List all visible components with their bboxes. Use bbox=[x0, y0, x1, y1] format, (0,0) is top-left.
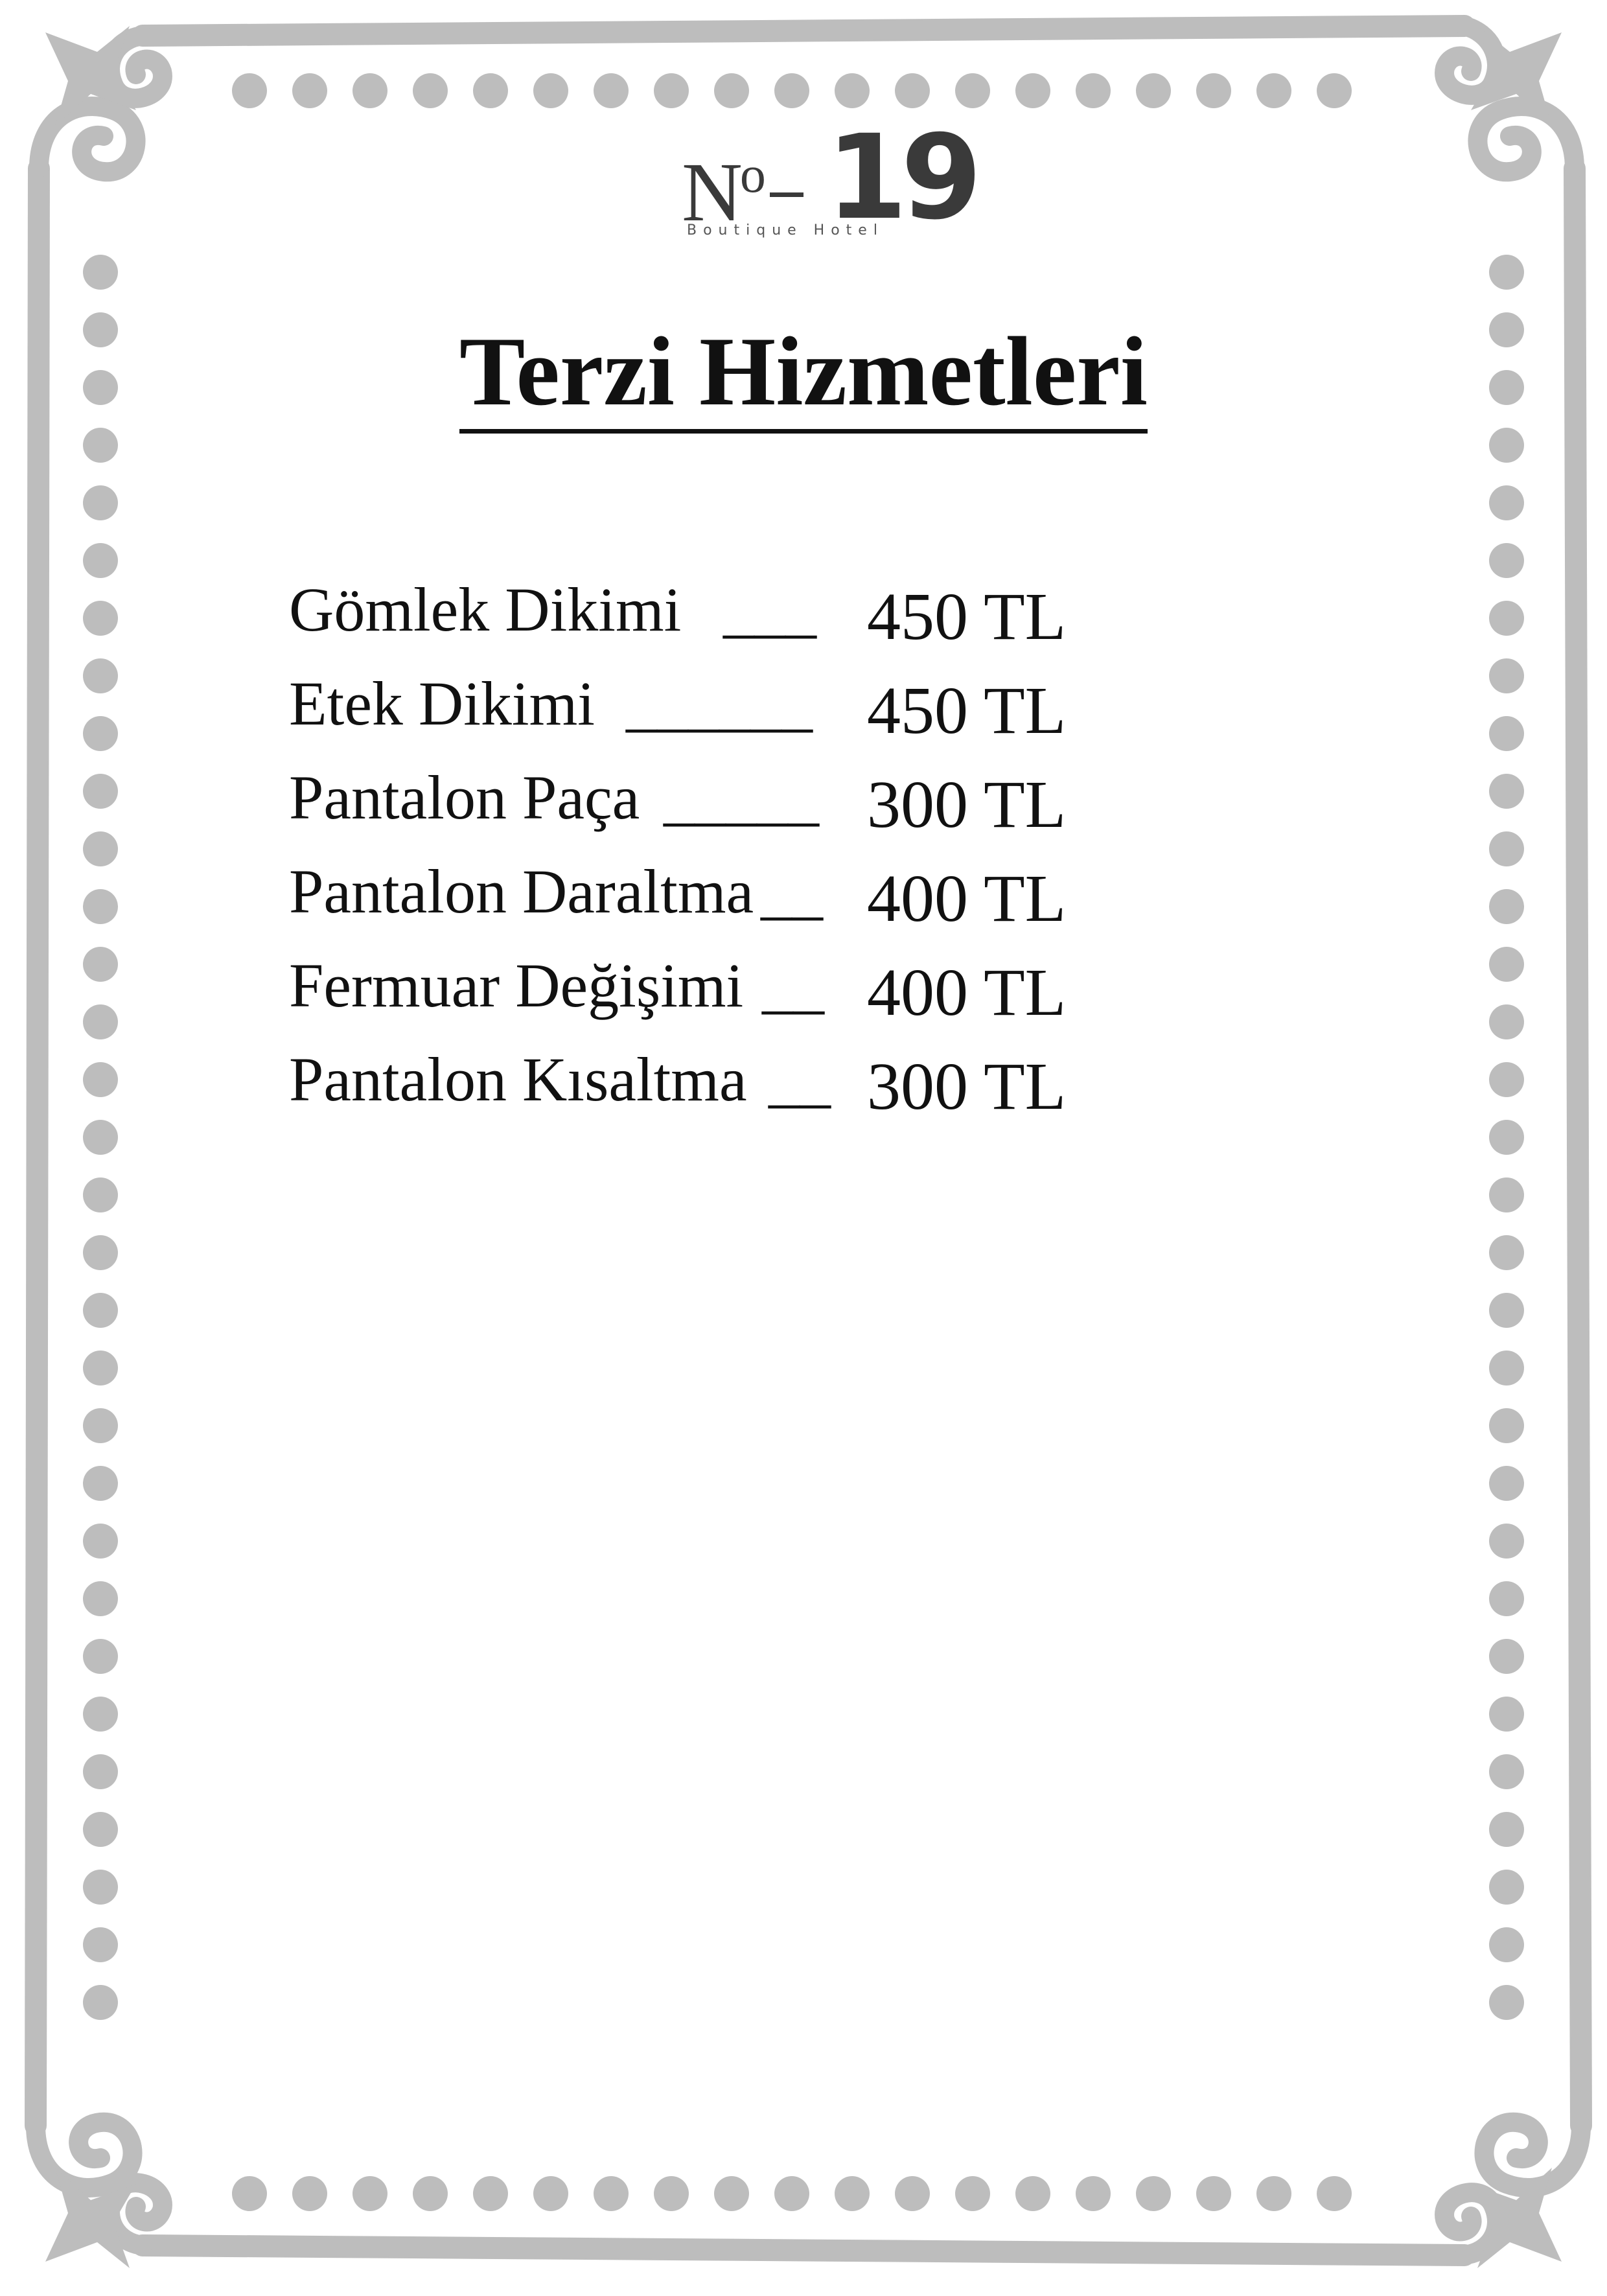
frame-dot-right bbox=[1489, 716, 1524, 751]
service-leader: ______ bbox=[626, 669, 813, 738]
frame-dot-left bbox=[83, 1408, 118, 1443]
service-row bbox=[289, 570, 1131, 664]
frame-dot-right bbox=[1489, 1408, 1524, 1443]
frame-dot-bottom bbox=[292, 2176, 327, 2211]
frame-dot-left bbox=[83, 543, 118, 578]
service-price-list bbox=[289, 570, 1131, 1134]
frame-dot-left bbox=[83, 485, 118, 520]
service-name: Fermuar Değişimi bbox=[289, 951, 744, 1020]
logo-numero-sign: $N^o$ bbox=[682, 146, 763, 239]
frame-dot-bottom bbox=[1317, 2176, 1352, 2211]
frame-dot-top bbox=[292, 73, 327, 108]
service-row bbox=[289, 946, 1131, 1040]
service-price: 400 TL bbox=[867, 955, 1067, 1030]
service-price: 450 TL bbox=[867, 673, 1067, 748]
page-title-text: Terzi Hizmetleri bbox=[459, 316, 1148, 434]
service-leader: _____ bbox=[664, 763, 819, 832]
frame-dot-bottom bbox=[1136, 2176, 1171, 2211]
service-name: Pantalon Paça bbox=[289, 763, 640, 832]
frame-dot-left bbox=[83, 1120, 118, 1155]
frame-dot-right bbox=[1489, 1639, 1524, 1674]
frame-dot-left bbox=[83, 1177, 118, 1212]
frame-dot-right bbox=[1489, 1351, 1524, 1386]
service-price: 300 TL bbox=[867, 767, 1067, 842]
frame-dot-top bbox=[1256, 73, 1291, 108]
frame-dot-left bbox=[83, 947, 118, 982]
frame-dot-right bbox=[1489, 831, 1524, 866]
frame-dot-right bbox=[1489, 658, 1524, 693]
frame-dot-top bbox=[895, 73, 930, 108]
frame-dot-bottom bbox=[1076, 2176, 1111, 2211]
frame-dot-right bbox=[1489, 1120, 1524, 1155]
frame-dot-top bbox=[353, 73, 387, 108]
frame-dot-top bbox=[413, 73, 448, 108]
frame-dot-left bbox=[83, 1004, 118, 1039]
frame-dot-top bbox=[1015, 73, 1050, 108]
service-price: 300 TL bbox=[867, 1049, 1067, 1124]
frame-dot-top bbox=[533, 73, 568, 108]
frame-dot-right bbox=[1489, 1754, 1524, 1789]
frame-dot-left bbox=[83, 255, 118, 290]
frame-dot-left bbox=[83, 1927, 118, 1962]
frame-dot-right bbox=[1489, 774, 1524, 809]
frame-dot-left bbox=[83, 1697, 118, 1732]
frame-dot-top bbox=[1317, 73, 1352, 108]
frame-dot-bottom bbox=[353, 2176, 387, 2211]
service-row bbox=[289, 758, 1131, 852]
frame-dot-top bbox=[232, 73, 267, 108]
frame-dot-left bbox=[83, 1235, 118, 1270]
logo-number: 19 bbox=[826, 110, 976, 246]
frame-dot-top bbox=[473, 73, 508, 108]
frame-dot-top bbox=[774, 73, 809, 108]
frame-border-left bbox=[36, 168, 39, 2126]
logo-subtitle: Boutique Hotel bbox=[687, 222, 884, 238]
frame-dot-right bbox=[1489, 1524, 1524, 1559]
frame-dot-left bbox=[83, 658, 118, 693]
service-row bbox=[289, 1040, 1131, 1134]
frame-dot-left bbox=[83, 1524, 118, 1559]
service-name: Etek Dikimi bbox=[289, 669, 595, 738]
frame-dot-bottom bbox=[1196, 2176, 1231, 2211]
frame-dot-top bbox=[1196, 73, 1231, 108]
service-name: Pantalon Daraltma bbox=[289, 857, 754, 926]
frame-dot-bottom bbox=[413, 2176, 448, 2211]
frame-dot-top bbox=[955, 73, 990, 108]
frame-dot-left bbox=[83, 889, 118, 924]
frame-dot-left bbox=[83, 1466, 118, 1501]
frame-dot-left bbox=[83, 601, 118, 636]
service-price: 400 TL bbox=[867, 861, 1067, 936]
service-leader: __ bbox=[761, 857, 823, 926]
frame-dot-bottom bbox=[594, 2176, 629, 2211]
frame-dot-right bbox=[1489, 1927, 1524, 1962]
frame-border-right bbox=[1575, 168, 1581, 2126]
service-name: Gömlek Dikimi bbox=[289, 575, 682, 644]
frame-dot-bottom bbox=[895, 2176, 930, 2211]
frame-dot-right bbox=[1489, 1697, 1524, 1732]
frame-dot-right bbox=[1489, 1870, 1524, 1905]
service-leader: __ bbox=[762, 951, 824, 1020]
frame-dot-bottom bbox=[1015, 2176, 1050, 2211]
hotel-logo bbox=[674, 110, 976, 262]
frame-dot-top bbox=[714, 73, 749, 108]
frame-dot-right bbox=[1489, 1985, 1524, 2020]
frame-dot-bottom bbox=[835, 2176, 870, 2211]
frame-dot-right bbox=[1489, 543, 1524, 578]
frame-dot-bottom bbox=[774, 2176, 809, 2211]
service-leader: __ bbox=[769, 1045, 831, 1114]
service-name: Pantalon Kısaltma bbox=[289, 1045, 747, 1114]
frame-dot-right bbox=[1489, 1235, 1524, 1270]
frame-dot-left bbox=[83, 1870, 118, 1905]
frame-dot-left bbox=[83, 1581, 118, 1616]
frame-dot-left bbox=[83, 716, 118, 751]
frame-dot-left bbox=[83, 1639, 118, 1674]
frame-dot-top bbox=[1136, 73, 1171, 108]
frame-dot-bottom bbox=[714, 2176, 749, 2211]
frame-dot-bottom bbox=[533, 2176, 568, 2211]
frame-dot-bottom bbox=[1256, 2176, 1291, 2211]
frame-dot-left bbox=[83, 1985, 118, 2020]
frame-dot-left bbox=[83, 1812, 118, 1847]
page-title bbox=[0, 316, 1607, 434]
frame-border-bottom bbox=[143, 2245, 1464, 2255]
frame-dot-bottom bbox=[654, 2176, 689, 2211]
frame-dot-right bbox=[1489, 1466, 1524, 1501]
frame-dot-left bbox=[83, 1351, 118, 1386]
frame-dot-right bbox=[1489, 1004, 1524, 1039]
frame-dot-right bbox=[1489, 947, 1524, 982]
frame-dot-bottom bbox=[232, 2176, 267, 2211]
frame-dot-left bbox=[83, 831, 118, 866]
frame-dot-top bbox=[835, 73, 870, 108]
frame-border-top bbox=[143, 26, 1464, 36]
frame-dot-left bbox=[83, 1062, 118, 1097]
frame-dot-right bbox=[1489, 1062, 1524, 1097]
frame-dot-right bbox=[1489, 1581, 1524, 1616]
frame-dot-right bbox=[1489, 485, 1524, 520]
service-row bbox=[289, 852, 1131, 946]
frame-dot-top bbox=[654, 73, 689, 108]
frame-dot-left bbox=[83, 1293, 118, 1328]
logo-numero-underline bbox=[770, 192, 804, 197]
frame-dot-bottom bbox=[955, 2176, 990, 2211]
frame-dot-bottom bbox=[473, 2176, 508, 2211]
frame-dot-top bbox=[594, 73, 629, 108]
frame-dot-right bbox=[1489, 255, 1524, 290]
frame-dot-right bbox=[1489, 1293, 1524, 1328]
frame-dot-right bbox=[1489, 889, 1524, 924]
service-leader: ___ bbox=[723, 575, 816, 644]
corner-curl-top-right bbox=[1444, 26, 1575, 172]
frame-dot-left bbox=[83, 1754, 118, 1789]
frame-dot-right bbox=[1489, 1812, 1524, 1847]
frame-dot-left bbox=[83, 774, 118, 809]
frame-dot-right bbox=[1489, 601, 1524, 636]
frame-dot-right bbox=[1489, 1177, 1524, 1212]
frame-dot-top bbox=[1076, 73, 1111, 108]
service-row bbox=[289, 664, 1131, 758]
service-price: 450 TL bbox=[867, 579, 1067, 654]
